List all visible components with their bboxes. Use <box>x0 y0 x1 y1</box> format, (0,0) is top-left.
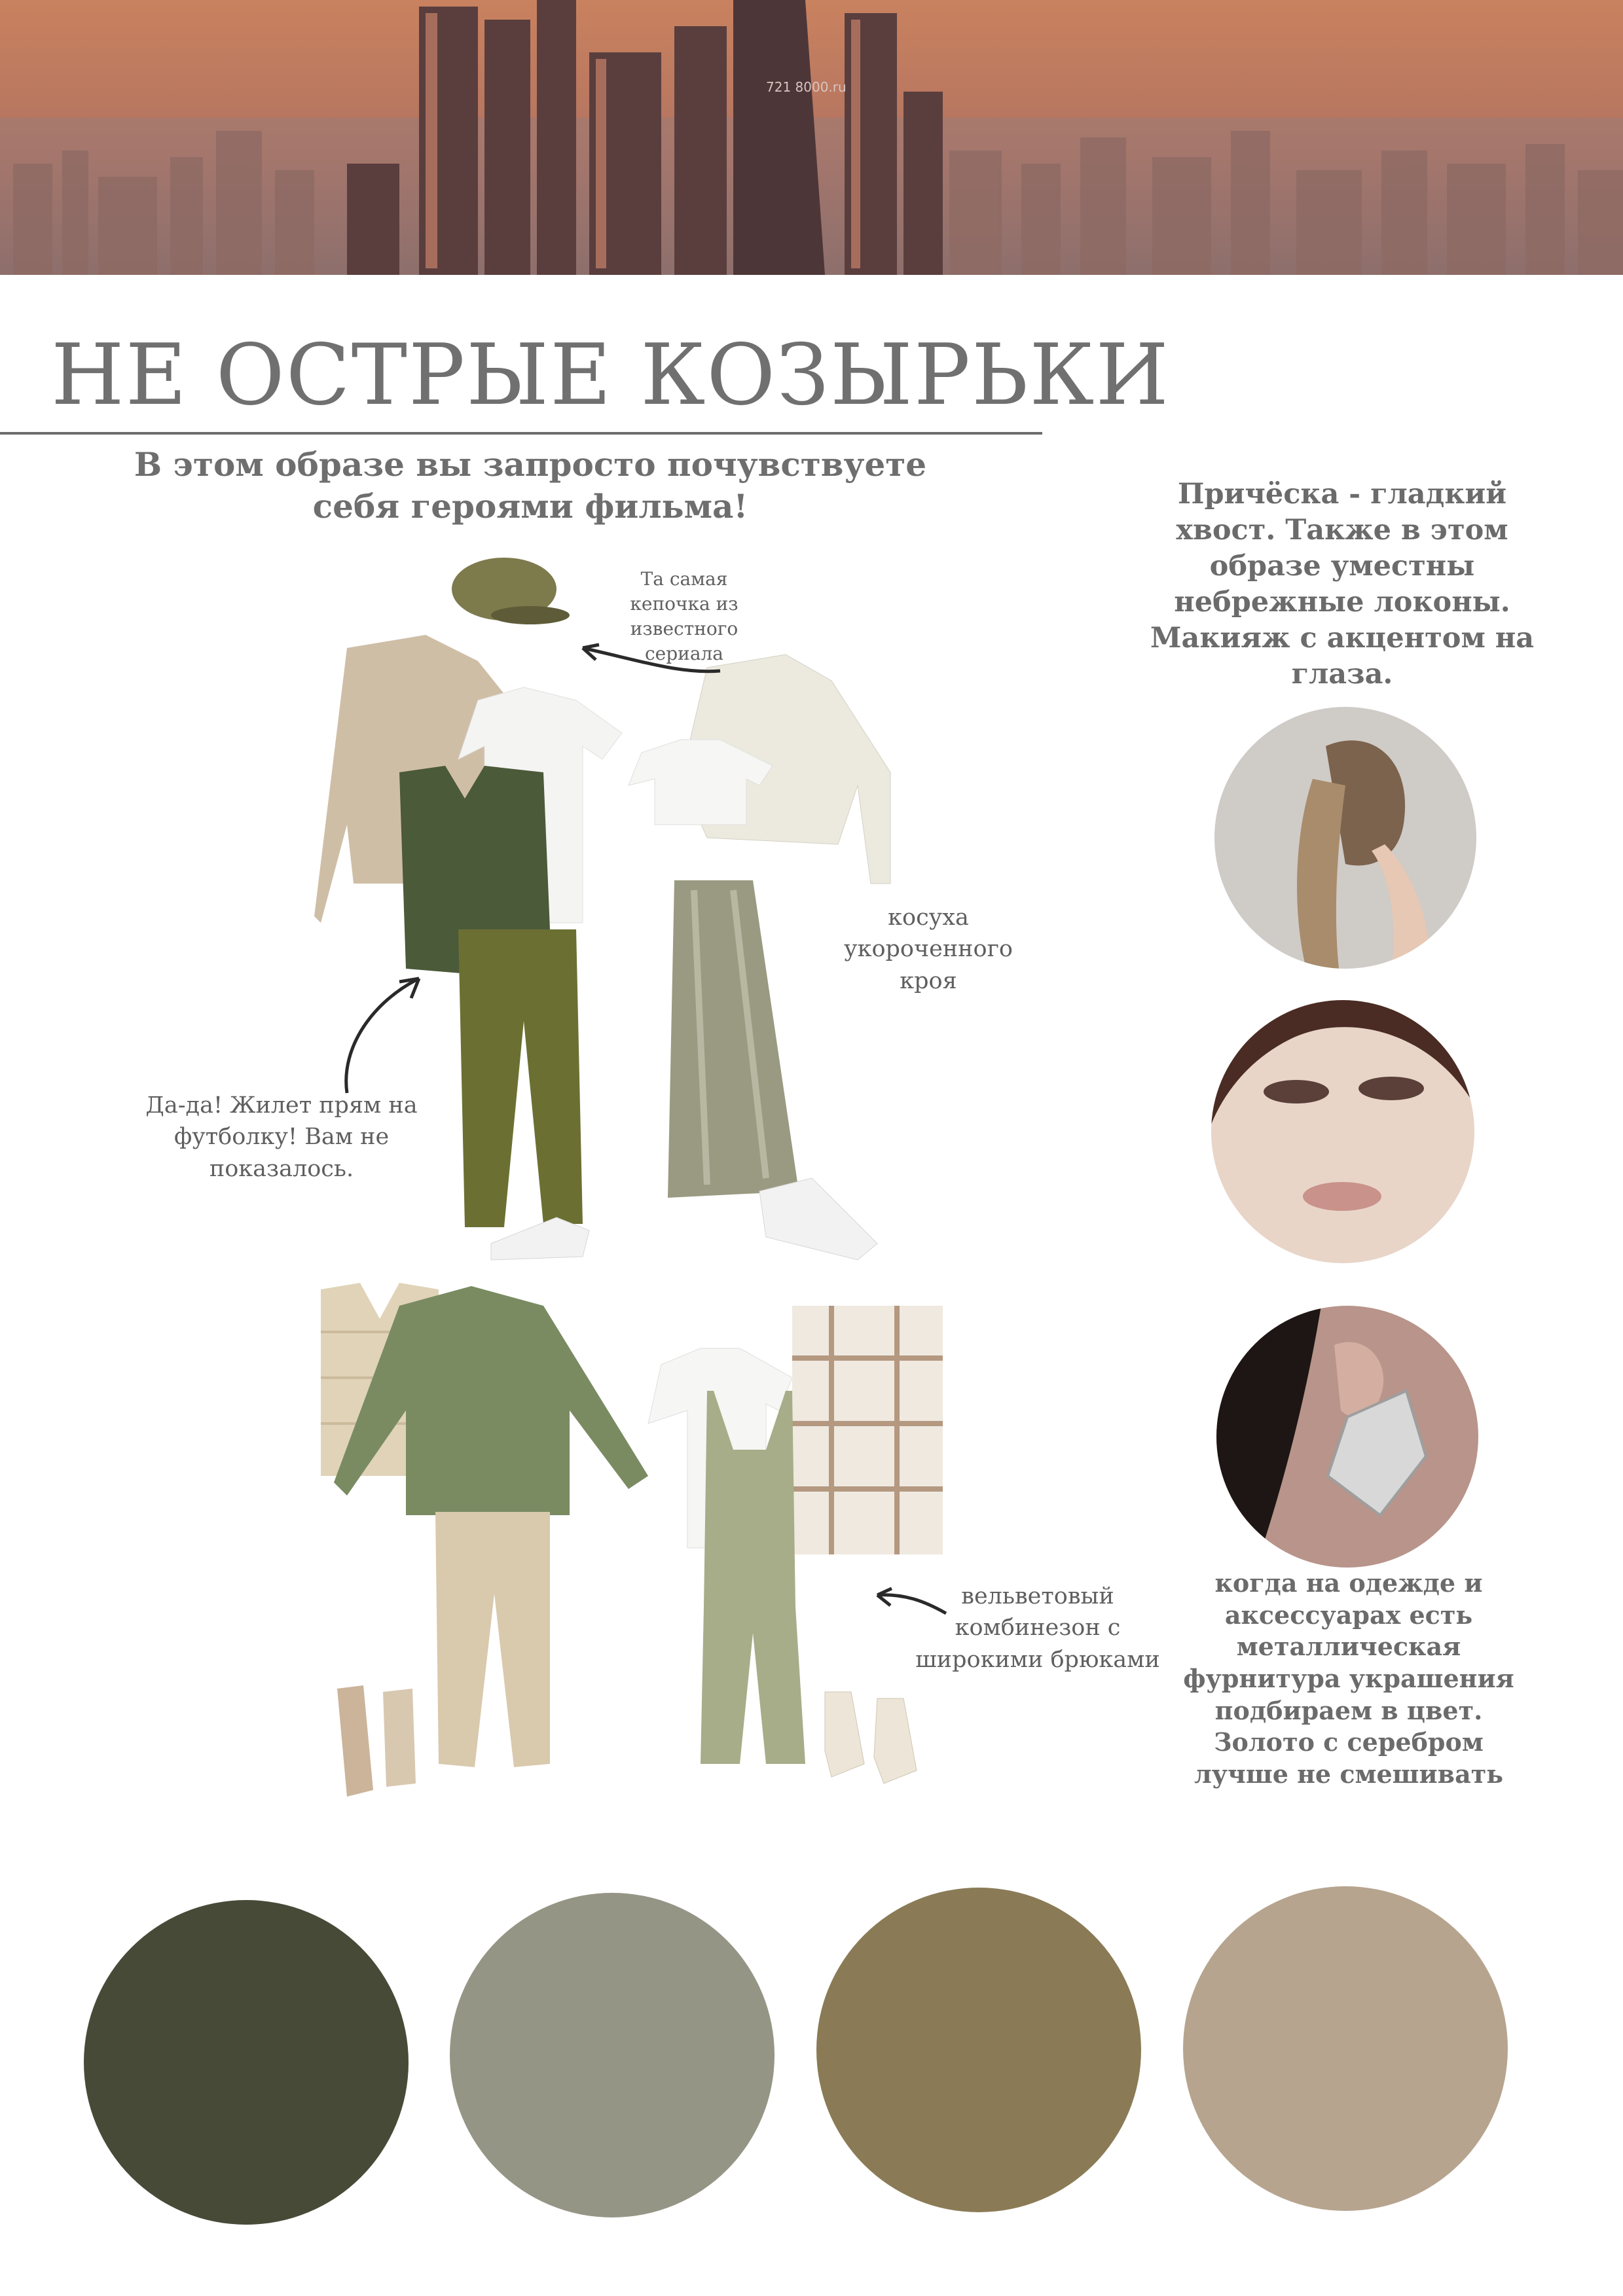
palette-swatch-dark-olive <box>84 1900 409 2225</box>
hair-makeup-note: Причёска - гладкий хвост. Также в этом образе уместны небрежные локоны. Макияж с акцентом на глаза. <box>1150 478 1535 691</box>
corduroy-pants-image <box>435 1512 550 1767</box>
jacket-note: косуха укороченного кроя <box>843 905 1013 994</box>
accessories-note: когда на одежде и аксессуарах есть металлическая фурнитура украшения подбираем в цвет. Золото с серебром лучше не смешивать <box>1183 1568 1514 1789</box>
cap-image <box>452 558 570 624</box>
cap-note: Та самая кепочка из известного сериала <box>630 568 739 665</box>
arrow-icon <box>334 969 426 1100</box>
sneakers-image <box>759 1178 877 1260</box>
palette-swatch-khaki-brown <box>816 1888 1141 2212</box>
satin-skirt-image <box>668 880 799 1198</box>
banner-sign: 721 8000.ru <box>766 79 847 95</box>
loafers-image <box>337 1685 416 1797</box>
makeup-photo <box>1211 1000 1474 1263</box>
city-banner-image <box>0 0 1623 275</box>
chelsea-boots-image <box>825 1692 917 1784</box>
plaid-shirt-image <box>792 1306 943 1554</box>
outfit-collage-2 <box>308 1280 995 1810</box>
palette-swatch-sage-grey <box>450 1893 775 2217</box>
page-title: НЕ ОСТРЫЕ КОЗЫРЬКИ <box>51 327 1170 424</box>
arrow-icon <box>570 641 727 681</box>
page-subtitle: В этом образе вы запросто почувствуете себя героями фильма! <box>134 445 927 526</box>
trousers-image <box>458 929 583 1227</box>
palette-swatch-warm-beige <box>1183 1886 1508 2211</box>
ponytail-photo <box>1214 707 1476 969</box>
overalls-note: вельветовый комбинезон с широкими брюками <box>915 1583 1160 1673</box>
earring-photo <box>1216 1306 1478 1568</box>
vest-note: Да-да! Жилет прям на футболку! Вам не показалось. <box>145 1092 418 1182</box>
title-divider <box>0 432 1042 435</box>
